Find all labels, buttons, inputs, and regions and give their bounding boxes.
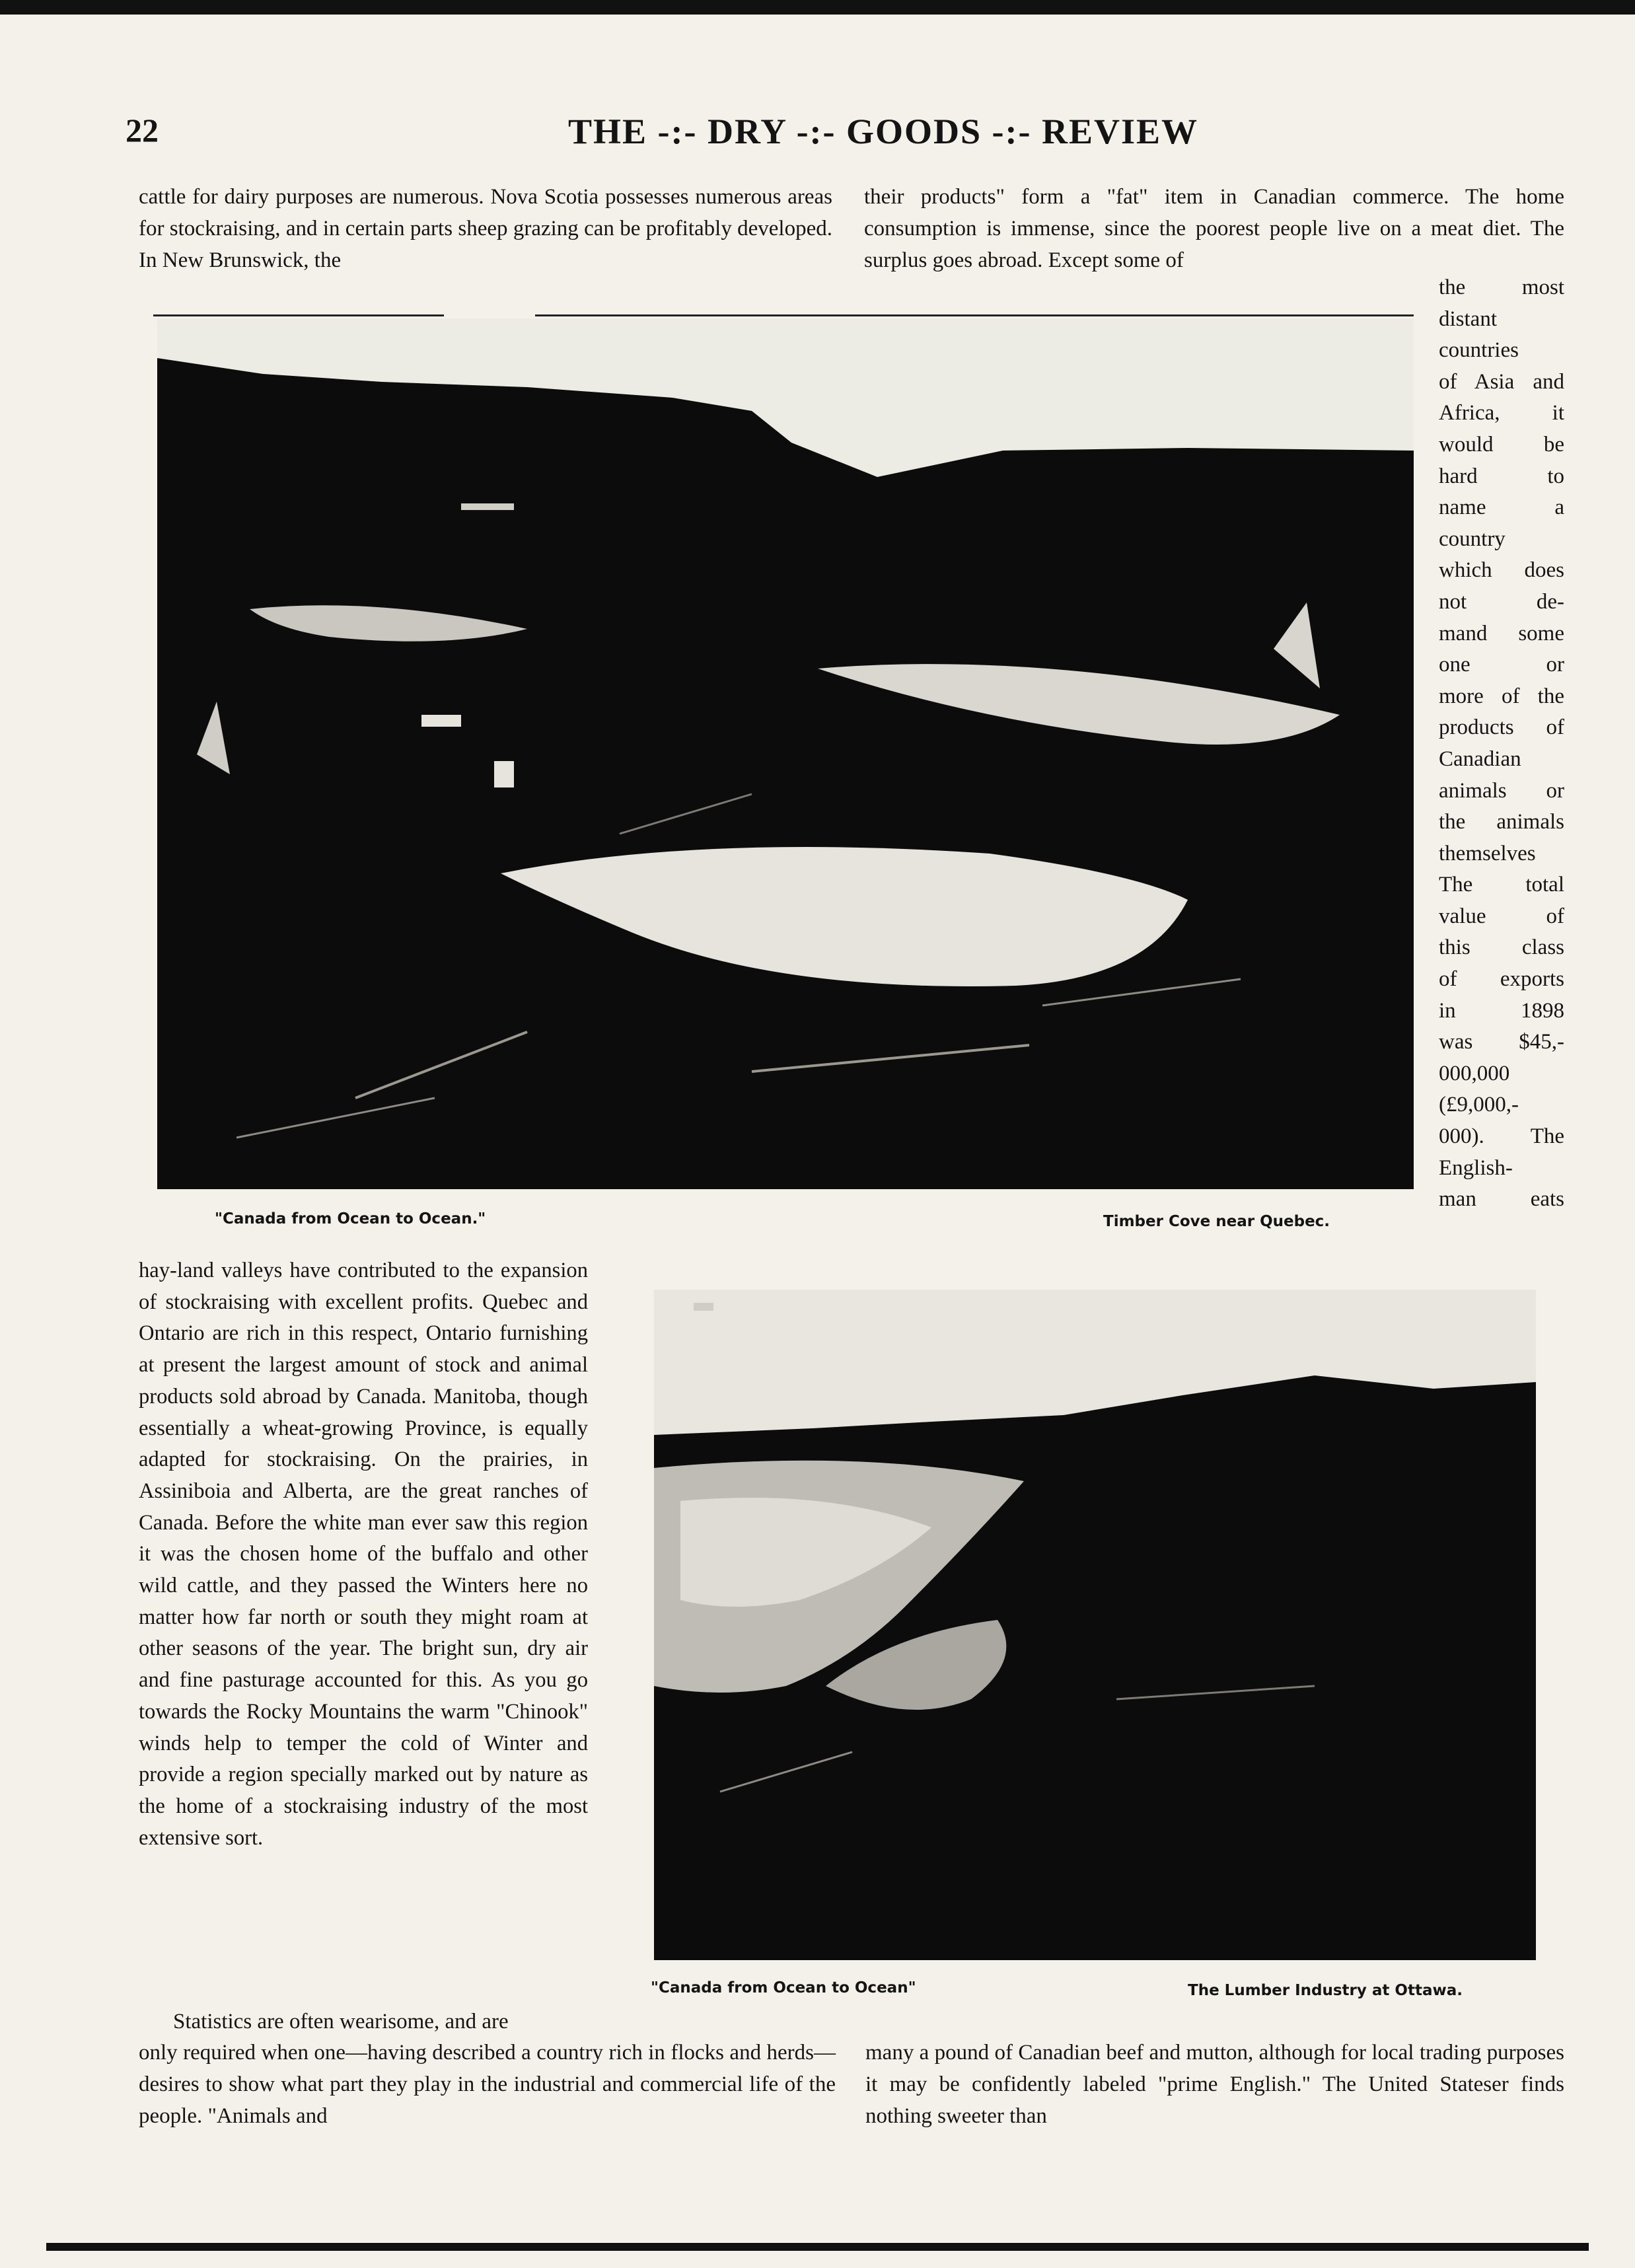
- narrow-column-line: man eats: [1439, 1187, 1564, 1212]
- narrow-column-line: which does: [1439, 558, 1564, 583]
- bottom-right-paragraph: [865, 2037, 1564, 2132]
- page-header: [0, 111, 1635, 164]
- narrow-column-line: country: [1439, 527, 1506, 551]
- narrow-column-line: not de-: [1439, 589, 1564, 614]
- statistics-first-line: [173, 2006, 596, 2037]
- figure-2-caption: The Lumber Industry at Ottawa.: [1188, 1982, 1463, 1999]
- statistics-first-line-text: Statistics are often wearisome, and are: [173, 2010, 509, 2033]
- narrow-column-line: hard to: [1439, 464, 1564, 488]
- bottom-left-paragraph: [139, 2037, 836, 2132]
- bottom-right-text: many a pound of Canadian beef and mutton, although for local trading purposes it may be confidently labeled "prime English." The United Stateser finds nothing sweeter than: [865, 2041, 1564, 2128]
- page-number: 22: [126, 112, 159, 149]
- top-left-text: cattle for dairy purposes are numerous. Nova Scotia possesses numerous areas for stockraising, and in certain parts sheep grazing can be profitably developed. In New Brunswick, the: [139, 185, 832, 272]
- narrow-column-line: 000). The: [1439, 1124, 1564, 1149]
- narrow-column-line: English-: [1439, 1155, 1513, 1180]
- figure-rule-right: [535, 314, 1414, 316]
- narrow-column-line: themselves: [1439, 841, 1536, 865]
- narrow-column-line: 000,000: [1439, 1061, 1510, 1085]
- narrow-column-line: (£9,000,-: [1439, 1093, 1519, 1117]
- narrow-column-line: one or: [1439, 653, 1564, 677]
- left-middle-paragraph: [139, 1255, 588, 1854]
- top-right-paragraph: [864, 181, 1564, 276]
- top-left-paragraph: [139, 181, 832, 276]
- narrow-column-line: mand some: [1439, 621, 1564, 645]
- narrow-column-line: value of: [1439, 904, 1564, 928]
- narrow-column-line: the animals: [1439, 810, 1564, 834]
- left-middle-text: hay-land valleys have contributed to the expansion of stockraising with excellent profits. Quebec and Ontario are rich in this respect, Ontario furnishing at present the largest amount of stock and animal products sold abroad by Canada. Manitoba, though essentially a wheat-growing Province, is equally adapted for stockraising. On the prairies, in Assiniboia and Alberta, are the great ranches of Canada. Before the white man ever saw this region it was the chosen home of the buffalo and other wild cattle, and they passed the Winters here no matter how far north or south they might roam at other seasons of the year. The bright sun, dry air and fine pasturage accounted for this. As you go towards the Rocky Mountains the warm "Chinook" winds help to temper the cold of Winter and provide a region specially marked out by nature as the home of a stockraising industry of the most extensive sort.: [139, 1259, 588, 1850]
- narrow-column-line: distant: [1439, 307, 1497, 331]
- narrow-column-line: of Asia and: [1439, 369, 1564, 394]
- timber-cove-photo: [157, 318, 1414, 1189]
- narrow-column-line: was $45,-: [1439, 1030, 1564, 1054]
- bottom-left-text: only required when one—having described a country rich in flocks and herds—desires to show what part they play in the industrial and commercial life of the people. "Animals and: [139, 2041, 836, 2128]
- figure-1-credit: "Canada from Ocean to Ocean.": [215, 1210, 486, 1227]
- narrow-column-line: The total: [1439, 873, 1564, 897]
- journal-title: THE -:- DRY -:- GOODS -:- REVIEW: [568, 112, 1199, 151]
- figure-2-credit: "Canada from Ocean to Ocean": [651, 1979, 916, 1996]
- narrow-column: [1439, 272, 1564, 1216]
- bottom-border: [46, 2243, 1589, 2251]
- top-border: [0, 0, 1635, 15]
- narrow-column-line: Africa, it: [1439, 401, 1564, 425]
- figure-1-caption: Timber Cove near Quebec.: [1103, 1213, 1330, 1230]
- figure-rule-left: [153, 314, 444, 316]
- narrow-column-line: products of: [1439, 715, 1564, 740]
- narrow-column-line: would be: [1439, 432, 1564, 457]
- lumber-industry-photo: [654, 1290, 1536, 1960]
- top-right-text: their products" form a "fat" item in Canadian commerce. The home consumption is immense, since the poorest people live on a meat diet. The surplus goes abroad. Except some of: [864, 185, 1564, 272]
- narrow-column-line: of exports: [1439, 967, 1564, 992]
- timber-cove-image: [157, 318, 1414, 1189]
- narrow-column-line: the most: [1439, 275, 1564, 299]
- narrow-column-line: more of the: [1439, 684, 1564, 708]
- narrow-column-line: countries: [1439, 338, 1519, 363]
- narrow-column-line: name a: [1439, 495, 1564, 520]
- lumber-industry-image: [654, 1290, 1536, 1960]
- narrow-column-line: this class: [1439, 935, 1564, 960]
- narrow-column-line: in 1898: [1439, 998, 1564, 1023]
- narrow-column-line: animals or: [1439, 778, 1564, 803]
- narrow-column-line: Canadian: [1439, 747, 1521, 771]
